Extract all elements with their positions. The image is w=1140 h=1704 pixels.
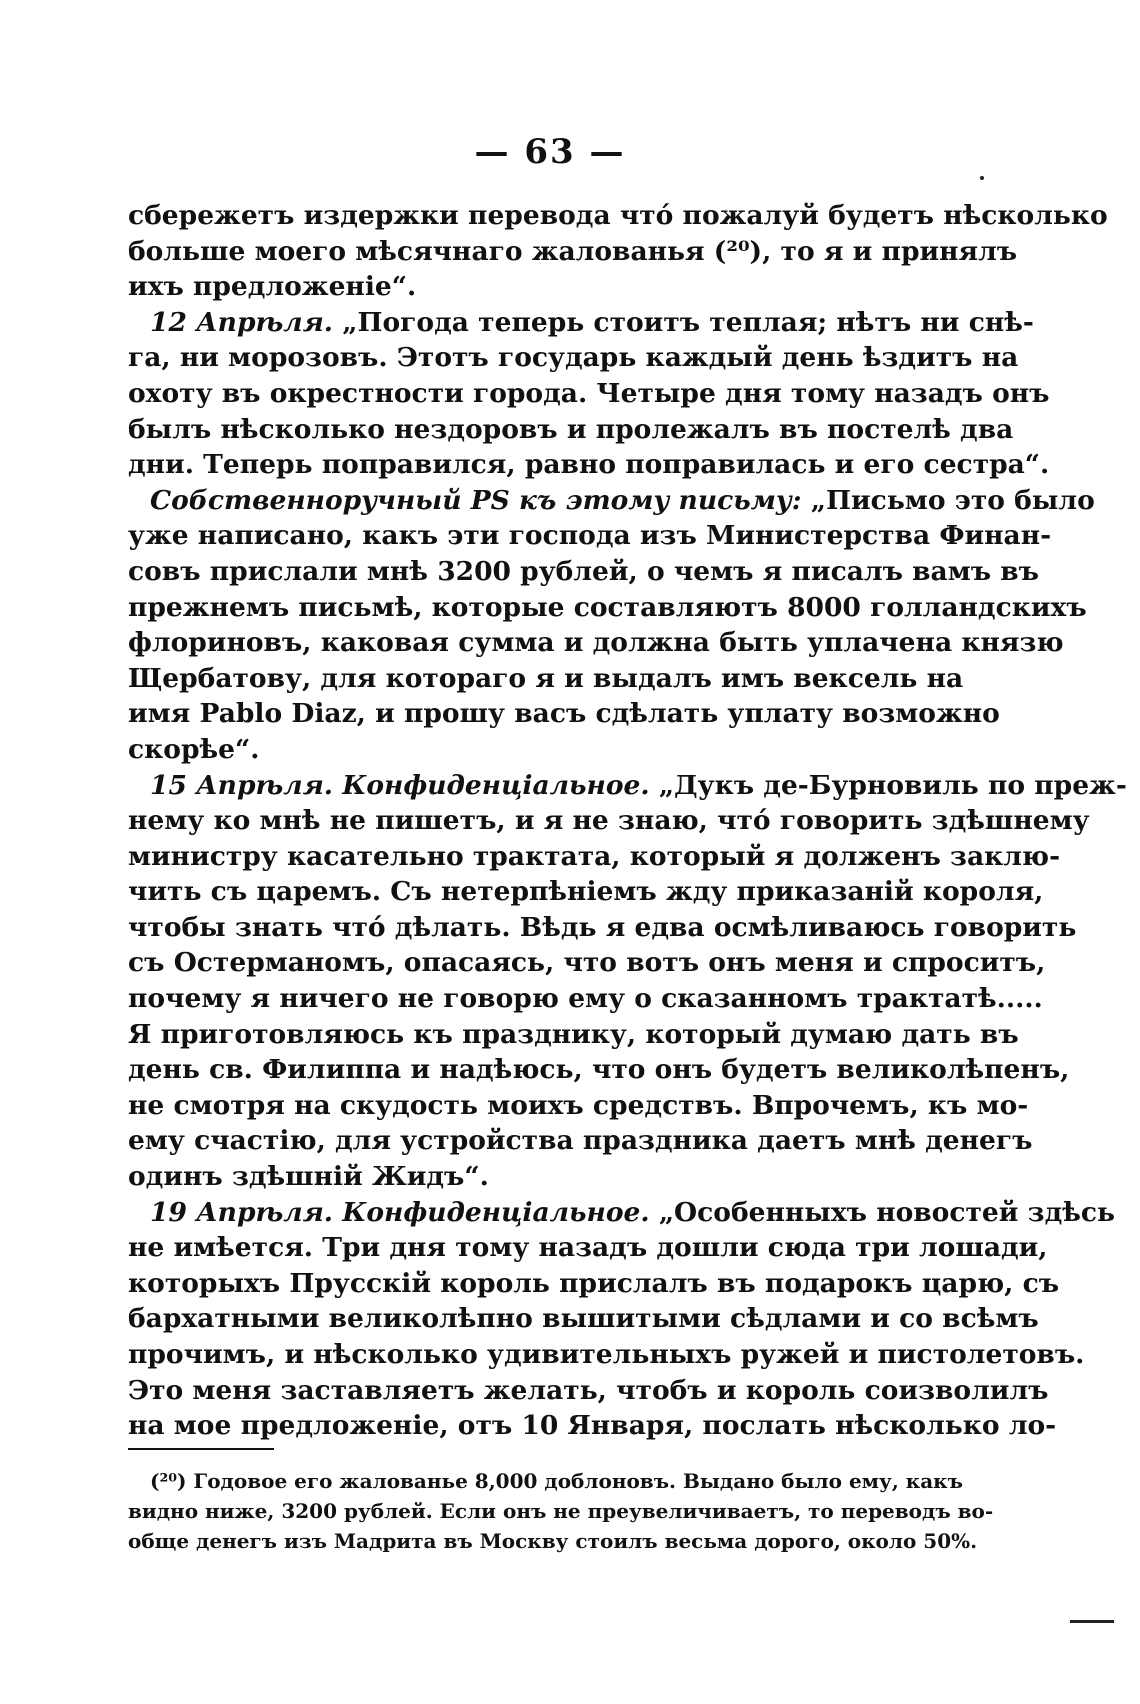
line-text: флориновъ, каковая сумма и должна быть уплачена князю [128, 627, 1064, 659]
line-text: Это меня заставляетъ желать, чтобъ и король соизволилъ [128, 1374, 1049, 1406]
text-line [128, 590, 1087, 626]
line-text: ихъ предложеніе“. [128, 271, 417, 303]
text-line [128, 340, 1019, 376]
line-text: больше моего мѣсячнаго жалованья (²⁰), то я и принялъ [128, 235, 1018, 267]
line-text: ему счастію, для устройства праздника даетъ мнѣ денегъ [128, 1125, 1033, 1157]
line-text: которыхъ Прусскій король прислалъ въ подарокъ царю, съ [128, 1267, 1060, 1299]
line-text: нему ко мнѣ не пишетъ, и я не знаю, чтó говорить здѣшнему [128, 805, 1090, 837]
line-text: бархатными великолѣпно вышитыми сѣдлами и со всѣмъ [128, 1303, 1039, 1335]
footnote-divider [128, 1448, 274, 1450]
line-text: не имѣется. Три дня тому назадъ дошли сюда три лошади, [128, 1232, 1048, 1264]
line-text: „Погода теперь стоитъ теплая; нѣтъ ни снѣ- [333, 306, 1034, 338]
text-line [128, 1266, 1060, 1302]
footnote-line: обще денегъ изъ Мадрита въ Москву стоилъ весьма дорого, около 50%. [128, 1529, 978, 1553]
entry-date: Собственноручный PS къ этому письму: [150, 484, 802, 516]
text-line [128, 661, 964, 697]
text-line [128, 483, 1095, 519]
text-line [128, 910, 1077, 946]
line-text: „Дукъ де-Бурновиль по преж- [649, 769, 1127, 801]
text-line [128, 981, 1043, 1017]
text-line [128, 625, 1064, 661]
text-line [128, 447, 1050, 483]
text-line [128, 518, 1052, 554]
line-text: совъ прислали мнѣ 3200 рублей, о чемъ я писалъ вамъ въ [128, 555, 1040, 587]
text-line [128, 874, 1044, 910]
line-text: сбережетъ издержки перевода чтó пожалуй будетъ нѣсколько [128, 200, 1108, 231]
line-text: „Особенныхъ новостей здѣсь [649, 1196, 1115, 1228]
text-line [128, 1337, 1085, 1373]
footnotes [128, 1466, 994, 1556]
line-text: чить съ царемъ. Съ нетерпѣніемъ жду приказаній короля, [128, 876, 1044, 908]
text-line [128, 376, 1050, 412]
scan-edge-mark [1070, 1620, 1114, 1623]
text-line [128, 1230, 1048, 1266]
body-text [128, 198, 1127, 1444]
line-text: министру касательно трактата, который я долженъ заклю- [128, 840, 1061, 872]
text-line [128, 732, 960, 768]
line-text: Щербатову, для котораго я и выдалъ имъ вексель на [128, 662, 964, 694]
text-line [128, 234, 1018, 270]
text-line [128, 839, 1061, 875]
text-line [128, 1159, 960, 1195]
page-number: — 63 — [474, 132, 626, 172]
scan-speck [980, 176, 984, 180]
line-text: былъ нѣсколько нездоровъ и пролежалъ въ постелѣ два [128, 413, 1014, 445]
text-line [128, 1408, 1057, 1444]
text-line [128, 554, 1040, 590]
text-line [128, 768, 1127, 804]
line-text: чтобы знать чтó дѣлать. Вѣдь я едва осмѣливаюсь говорить [128, 911, 1077, 943]
line-text: прочимъ, и нѣсколько удивительныхъ ружей и пистолетовъ. [128, 1339, 1085, 1370]
entry-date: 15 Апрѣля. Конфиденціальное. [150, 769, 650, 801]
entry-date: 12 Апрѣля. [150, 306, 334, 338]
text-line [128, 1301, 1039, 1337]
text-line [128, 269, 960, 305]
line-text: одинъ здѣшній Жидъ“. [128, 1161, 489, 1193]
text-line [128, 1017, 1019, 1053]
entry-date: 19 Апрѣля. Конфиденціальное. [150, 1196, 650, 1228]
line-text: имя Pablo Diaz, и прошу васъ сдѣлать уплату возможно [128, 698, 1000, 730]
line-text: скорѣе“. [128, 733, 260, 765]
footnote-line: (²⁰) Годовое его жалованье 8,000 доблоновъ. Выдано было ему, какъ [150, 1469, 963, 1493]
text-line [128, 1123, 1033, 1159]
text-line [128, 305, 1034, 341]
line-text: день св. Филиппа и надѣюсь, что онъ будетъ великолѣпенъ, [128, 1054, 1070, 1086]
text-line [128, 412, 1014, 448]
footnote-line: видно ниже, 3200 рублей. Если онъ не преувеличиваетъ, то переводъ во- [128, 1499, 994, 1523]
text-line [128, 945, 1046, 981]
line-text: Я приготовляюсь къ празднику, который думаю дать въ [128, 1018, 1019, 1050]
line-text: охоту въ окрестности города. Четыре дня тому назадъ онъ [128, 377, 1050, 409]
line-text: га, ни морозовъ. Этотъ государь каждый день ѣздитъ на [128, 342, 1019, 374]
line-text: „Письмо это было [801, 484, 1095, 516]
line-text: уже написано, какъ эти господа изъ Министерства Финан- [128, 520, 1052, 552]
line-text: прежнемъ письмѣ, которые составляютъ 8000 голландскихъ [128, 591, 1087, 623]
line-text: дни. Теперь поправился, равно поправилась и его сестра“. [128, 449, 1050, 481]
text-line [128, 1052, 1070, 1088]
text-line [128, 198, 1108, 234]
text-line [128, 696, 1000, 732]
line-text: не смотря на скудость моихъ средствъ. Впрочемъ, къ мо- [128, 1089, 1029, 1121]
text-line [128, 803, 1090, 839]
line-text: почему я ничего не говорю ему о сказанномъ трактатѣ..... [128, 983, 1043, 1015]
line-text: съ Остерманомъ, опасаясь, что вотъ онъ меня и спроситъ, [128, 947, 1046, 979]
text-line [128, 1088, 1029, 1124]
text-line [128, 1195, 1115, 1231]
line-text: на мое предложеніе, отъ 10 Января, послать нѣсколько ло- [128, 1410, 1057, 1442]
text-line [128, 1373, 1049, 1409]
